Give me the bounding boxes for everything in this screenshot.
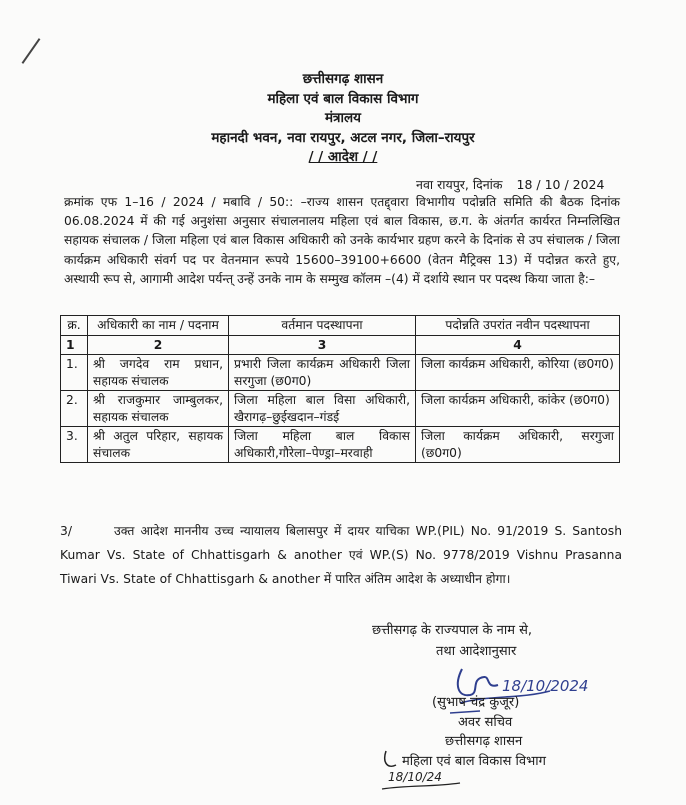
paragraph-number: 3/ [60,524,72,538]
column-number: 4 [416,335,620,355]
row-new-posting: जिला कार्यक्रम अधिकारी, सरगुजा (छ0ग0) [416,427,620,463]
govt-name: छत्तीसगढ़ शासन [302,71,384,87]
table-row [61,391,620,427]
signatory-department: महिला एवं बाल विकास विभाग [402,754,546,769]
signatory-name: (सुभाष चंद्र कुजूर) [432,695,520,710]
ministry-name: मंत्रालय [324,110,361,126]
signatory-govt: छत्तीसगढ़ शासन [445,734,523,749]
signature-order-line: तथा आदेशानुसार [436,644,517,659]
column-number: 2 [88,335,229,355]
initials-date: 18/10/24 [388,770,442,784]
dateline-date: 18 / 10 / 2024 [516,177,605,192]
row-new-posting: जिला कार्यक्रम अधिकारी, कांकेर (छ0ग0) [416,391,620,427]
margin-mark [22,38,41,64]
header-current-posting: वर्तमान पदस्थापना [229,316,416,336]
dateline [416,176,604,193]
table-row [61,427,620,463]
row-sn: 2. [61,391,88,427]
header-name: अधिकारी का नाम / पदनाम [88,316,229,336]
table-row [61,355,620,391]
initials-icon [378,745,468,795]
signature-authority-line: छत्तीसगढ़ के राज्यपाल के नाम से, [372,623,533,638]
column-number: 1 [61,335,88,355]
condition-text: उक्त आदेश माननीय उच्च न्यायालय बिलासपुर में दायर याचिका WP.(PIL) No. 91/2019 S. Santosh Kumar Vs. State of Chhattisgarh & another एवं WP.(S) No. 9778/2019 Vishnu Prasanna Tiwari Vs. State of Chhattisgarh & another में पारित अंतिम आदेश के अध्याधीन होगा। [60,524,622,586]
row-current-posting: जिला महिला बाल विसा अधिकारी, खैरागढ़–छुईखदान–गंडई [229,391,416,427]
header-sn: क्र. [61,316,88,336]
dateline-place: नवा रायपुर, दिनांक [416,177,503,192]
signatory-designation: अवर सचिव [458,715,513,730]
row-sn: 3. [61,427,88,463]
address-line: महानदी भवन, नवा रायपुर, अटल नगर, जिला–रायपुर [211,129,475,146]
row-name: श्री राजकुमार जाम्बुलकर, सहायक संचालक [88,391,229,427]
order-title: / / आदेश / / [308,149,378,165]
signature-date: 18/10/2024 [502,677,589,695]
table-header-row [61,316,620,336]
row-sn: 1. [61,355,88,391]
order-paragraph: क्रमांक एफ 1–16 / 2024 / मबावि / 50:: –राज्य शासन एतद्द्वारा विभागीय पदोन्नति समिति की बैठक दिनांक 06.08.2024 में की गई अनुशंसा अनुसार संचालनालय महिला एवं बाल विकास, छ.ग. के अंतर्गत कार्यरत निम्नलिखित सहायक संचालक / जिला महिला एवं बाल विकास अधिकारी को उनके कार्यभार ग्रहण करने के दिनांक से उप संचालक / जिला कार्यक्रम अधिकारी संवर्ग पद पर वेतनमान रूपये 15600–39100+6600 (वेतन मैट्रिक्स 13) में पदोन्नत करते हुए, अस्थायी रूप से, आगामी आदेश पर्यन्त् उन्हें उनके नाम के सम्मुख कॉलम –(4) में दर्शाये स्थान पर पदस्थ किया जाता है:– [64,195,620,286]
column-number: 3 [229,335,416,355]
column-number-row [61,335,620,355]
row-name: श्री अतुल परिहार, सहायक संचालक [88,427,229,463]
department-name: महिला एवं बाल विकास विभाग [267,90,419,107]
header-new-posting: पदोन्नति उपरांत नवीन पदस्थापना [416,316,620,336]
condition-paragraph [60,519,622,591]
promotion-table [60,315,620,463]
row-current-posting: प्रभारी जिला कार्यक्रम अधिकारी जिला सरगुजा (छ0ग0) [229,355,416,391]
row-current-posting: जिला महिला बाल विकास अधिकारी,गौरेला–पेण्ड्रा–मरवाही [229,427,416,463]
row-new-posting: जिला कार्यक्रम अधिकारी, कोरिया (छ0ग0) [416,355,620,391]
row-name: श्री जगदेव राम प्रधान, सहायक संचालक [88,355,229,391]
letterhead [0,70,686,168]
